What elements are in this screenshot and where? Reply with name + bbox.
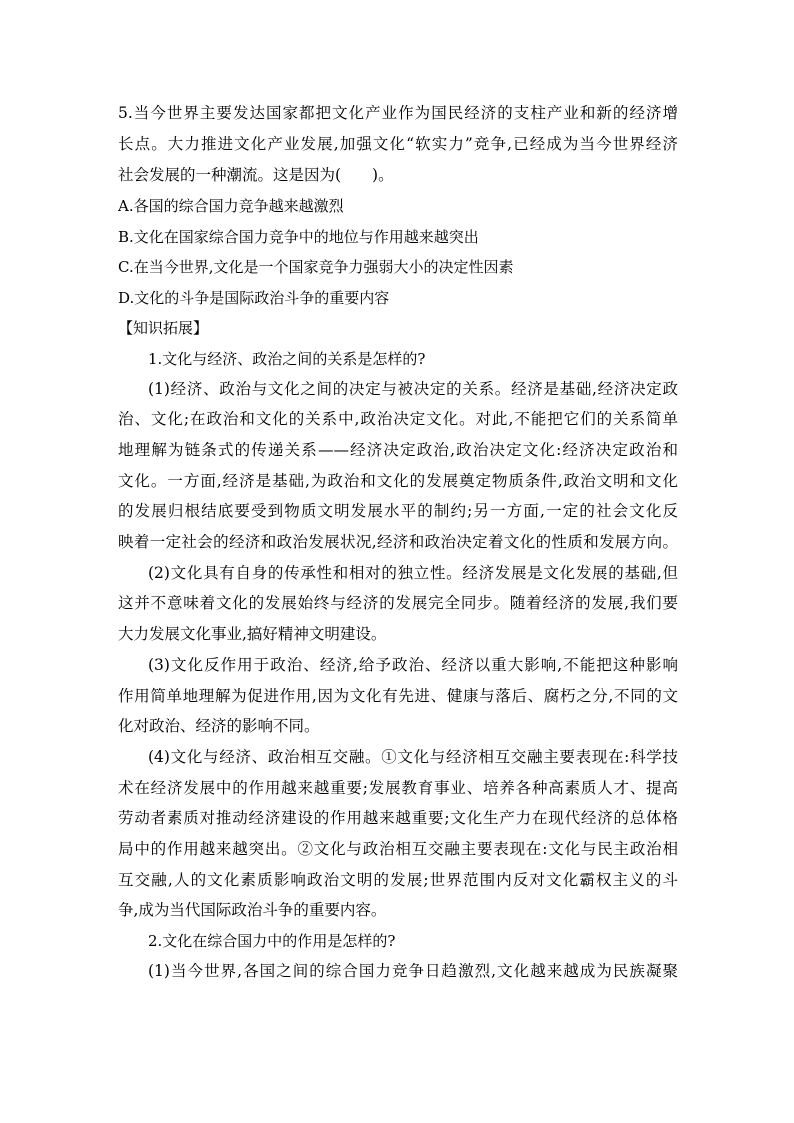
question-5 xyxy=(118,98,678,313)
option-d: D.文化的斗争是国际政治斗争的重要内容 xyxy=(118,288,390,307)
topic-1-title: 1.文化与经济、政治之间的关系是怎样的? xyxy=(148,349,426,368)
paragraph-line: 局中的作用越来越突出。②文化与政治相互交融主要表现在:文化与民主政治相 xyxy=(118,840,678,859)
topic-1-paragraph-4 xyxy=(118,742,678,926)
topic-1-paragraph-2 xyxy=(118,558,678,650)
option-c: C.在当今世界,文化是一个国家竞争力强弱大小的决定性因素 xyxy=(118,258,514,276)
paragraph-line: (4)文化与经济、政治相互交融。①文化与经济相互交融主要表现在:科学技 xyxy=(148,747,678,766)
document-page xyxy=(118,98,678,987)
option-a: A.各国的综合国力竞争越来越激烈 xyxy=(118,197,344,215)
paragraph-line: (3)文化反作用于政治、经济,给予政治、经济以重大影响,不能把这种影响 xyxy=(148,655,678,674)
paragraph-line: (1)当今世界,各国之间的综合国力竞争日趋激烈,文化越来越成为民族凝聚 xyxy=(148,962,678,981)
question-stem-line: 5.当今世界主要发达国家都把文化产业作为国民经济的支柱产业和新的经济增 xyxy=(118,104,678,122)
paragraph-line: 这并不意味着文化的发展始终与经济的发展完全同步。随着经济的发展,我们要 xyxy=(118,594,678,613)
paragraph-line: 大力发展文化事业,搞好精神文明建设。 xyxy=(118,625,387,644)
paragraph-line: 的发展归根结底要受到物质文明发展水平的制约;另一方面,一定的社会文化反 xyxy=(118,502,678,521)
paragraph-line: 劳动者素质对推动经济建设的作用越来越重要;文化生产力在现代经济的总体格 xyxy=(118,809,678,828)
paragraph-line: 地理解为链条式的传递关系——经济决定政治,政治决定文化:经济决定政治和 xyxy=(118,440,678,459)
topic-2-paragraph-1 xyxy=(118,956,678,987)
section-title: 【知识拓展】 xyxy=(118,319,209,337)
paragraph-line: 互交融,人的文化素质影响政治文明的发展;世界范围内反对文化霸权主义的斗 xyxy=(118,870,678,889)
option-b: B.文化在国家综合国力竞争中的地位与作用越来越突出 xyxy=(118,227,479,246)
topic-2-title: 2.文化在综合国力中的作用是怎样的? xyxy=(148,932,396,951)
paragraph-line: 文化。一方面,经济是基础,为政治和文化的发展奠定物质条件,政治文明和文化 xyxy=(118,471,678,490)
question-stem-line: 社会发展的一种潮流。这是因为( )。 xyxy=(118,166,394,184)
paragraph-line: 术在经济发展中的作用越来越重要;发展教育事业、培养各种高素质人才、提高 xyxy=(118,778,678,797)
paragraph-line: 映着一定社会的经济和政治发展状况,经济和政治决定着文化的性质和发展方向。 xyxy=(118,533,678,552)
paragraph-line: 争,成为当代国际政治斗争的重要内容。 xyxy=(118,901,387,920)
topic-1-paragraph-1 xyxy=(118,374,678,558)
topic-1-paragraph-3 xyxy=(118,650,678,742)
paragraph-line: 作用简单地理解为促进作用,因为文化有先进、健康与落后、腐朽之分,不同的文 xyxy=(118,686,678,705)
paragraph-line: (2)文化具有自身的传承性和相对的独立性。经济发展是文化发展的基础,但 xyxy=(148,563,678,582)
paragraph-line: (1)经济、政治与文化之间的决定与被决定的关系。经济是基础,经济决定政 xyxy=(148,379,678,398)
question-stem-line: 长点。大力推进文化产业发展,加强文化“软实力”竞争,已经成为当今世界经济 xyxy=(118,135,678,153)
paragraph-line: 化对政治、经济的影响不同。 xyxy=(118,717,320,736)
paragraph-line: 治、文化;在政治和文化的关系中,政治决定文化。对此,不能把它们的关系简单 xyxy=(118,410,678,429)
